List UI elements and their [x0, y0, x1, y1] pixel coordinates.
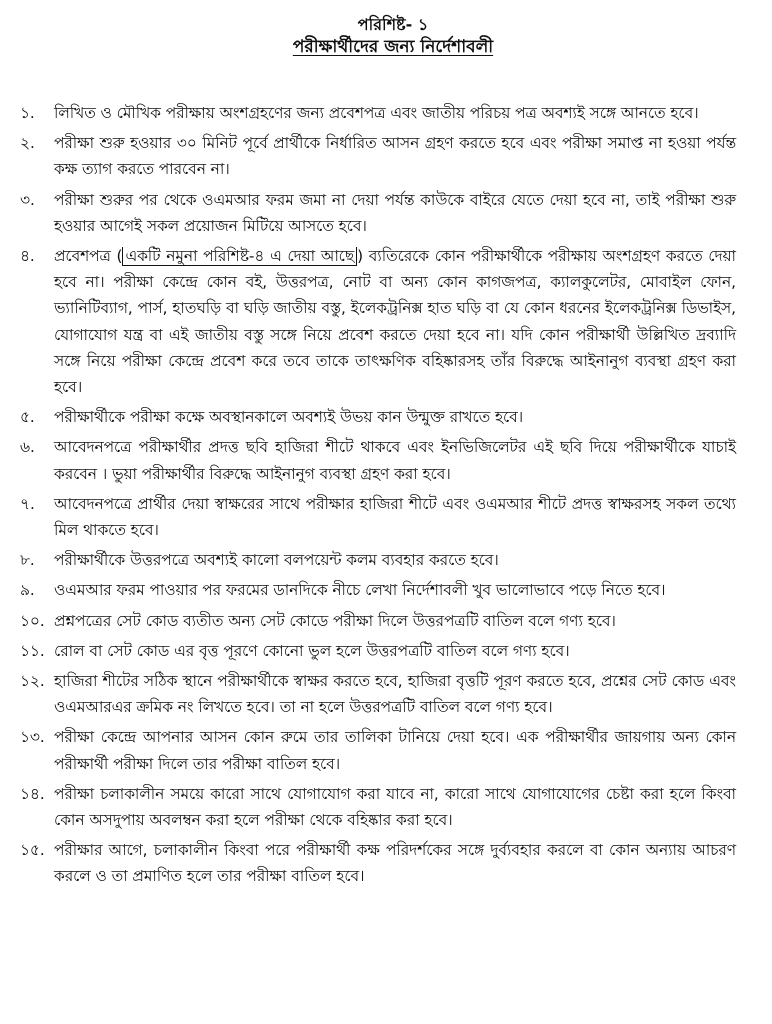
instruction-item — [20, 243, 736, 400]
instruction-list — [20, 100, 736, 890]
item-text: প্রশ্নপত্রের সেট কোড ব্যতীত অন্য সেট কোডে পরীক্ষা দিলে উত্তরপত্রটি বাতিল বলে গণ্য হবে। — [54, 611, 616, 630]
item-text: আবেদনপত্রে প্রার্থীর দেয়া স্বাক্ষরের সাথে পরীক্ষার হাজিরা শীটে এবং ওএমআর শীটে প্রদত্ত স্বাক্ষরসহ সকল তথ্যে মিল থাকতে হবে। — [54, 494, 736, 540]
item-text: পরীক্ষার্থীকে উত্তরপত্রে অবশ্যই কালো বলপয়েন্ট কলম ব্যবহার করতে হবে। — [54, 551, 499, 570]
item-text: পরীক্ষা শুরুর পর থেকে ওএমআর ফরম জমা না দেয়া পর্যন্ত কাউকে বাইরে যেতে দেয়া হবে না, তাই পরীক্ষা শুরু হওয়ার আগেই সকল প্রয়োজন মিটিয়ে আসতে হবে। — [54, 190, 736, 235]
item-number: ১৫. — [20, 841, 45, 860]
item-number: ৩. — [20, 190, 35, 209]
item-text: পরীক্ষা চলাকালীন সময়ে কারো সাথে যোগাযোগ করা যাবে না, কারো সাথে যোগাযোগের চেষ্টা করা হলে কিংবা কোন অসদুপায় অবলম্বন করা হলে পরীক্ষা থেকে বহিষ্কার করা হবে। — [54, 784, 736, 830]
instruction-item — [20, 724, 736, 776]
item-number: ২. — [20, 134, 35, 153]
item-number: ৭. — [20, 494, 35, 513]
instruction-item — [20, 837, 736, 889]
instruction-item — [20, 491, 736, 543]
instruction-item — [20, 577, 736, 603]
document-header — [50, 14, 736, 58]
instruction-item — [20, 668, 736, 720]
instruction-item — [20, 608, 736, 634]
instruction-item — [20, 434, 736, 486]
instruction-item — [20, 100, 736, 126]
item-number: ৪. — [20, 247, 35, 266]
item-text: লিখিত ও মৌখিক পরীক্ষায় অংশগ্রহণের জন্য প্রবেশপত্র এবং জাতীয় পরিচয় পত্র অবশ্যই সঙ্গে আনতে হবে। — [54, 104, 699, 122]
item-number: ১৪. — [20, 784, 45, 803]
item-number: ১০. — [20, 611, 45, 630]
instruction-item — [20, 130, 736, 182]
instruction-item — [20, 781, 736, 833]
appendix-label: পরিশিষ্ট- ১ — [357, 15, 429, 34]
instruction-item — [20, 187, 736, 239]
item-text: পরীক্ষার আগে, চলাকালীন কিংবা পরে পরীক্ষার্থী কক্ষ পরিদর্শকের সঙ্গে দুর্ব্যবহার করলে বা কোন অন্যায় আচরণ করলে ও তা প্রমাণিত হলে তার পরীক্ষা বাতিল হবে। — [54, 841, 736, 886]
instruction-item — [20, 404, 736, 430]
item-text-after: ) ব্যতিরেকে কোন পরীক্ষার্থীকে পরীক্ষায় অংশগ্রহণ করতে দেয়া হবে না। পরীক্ষা কেন্দ্রে কোন বই, উত্তরপত্র, নোট বা অন্য কোন কাগজপত্র, ক্যালকুলেটর, মোবাইল ফোন, ভ্যানিটিব্যাগ, পার্স, হাতঘড়ি বা ঘড়ি জাতীয় বস্তু, ইলেকট্রনিক্স হাত ঘড়ি বা যে কোন ধরনের ইলেকট্রনিক্স ডিভাইস, যোগাযোগ যন্ত্র বা এই জাতীয় বস্তু সঙ্গে নিয়ে প্রবেশ করতে দেয়া হবে না। যদি কোন পরীক্ষার্থী উল্লিখিত দ্রব্যাদি সঙ্গে নিয়ে পরীক্ষা কেন্দ্রে প্রবেশ করে তবে তাকে তাৎক্ষণিক বহিষ্কারসহ তাঁর বিরুদ্ধে আইনানুগ ব্যবস্থা গ্রহণ করা হবে। — [54, 247, 736, 397]
item-number: ১৩. — [20, 728, 45, 747]
boxed-note: একটি নমুনা পরিশিষ্ট-৪ এ দেয়া আছে — [122, 247, 357, 266]
item-text: আবেদনপত্রে পরীক্ষার্থীর প্রদত্ত ছবি হাজিরা শীটে থাকবে এবং ইনভিজিলেটর এই ছবি দিয়ে পরীক্ষার্থীকে যাচাই করবেন । ভুয়া পরীক্ষার্থীর বিরুদ্ধে আইনানুগ ব্যবস্থা গ্রহণ করা হবে। — [54, 438, 736, 483]
item-text: পরীক্ষা শুরু হওয়ার ৩০ মিনিট পূর্বে প্রার্থীকে নির্ধারিত আসন গ্রহণ করতে হবে এবং পরীক্ষা সমাপ্ত না হওয়া পর্যন্ত কক্ষ ত্যাগ করতে পারবেন না। — [54, 134, 736, 179]
item-text: পরীক্ষা কেন্দ্রে আপনার আসন কোন রুমে তার তালিকা টানিয়ে দেয়া হবে। এক পরীক্ষার্থীর জায়গায় অন্য কোন পরীক্ষার্থী পরীক্ষা দিলে তার পরীক্ষা বাতিল হবে। — [54, 728, 736, 773]
item-text — [54, 243, 736, 400]
item-text: হাজিরা শীটের সঠিক স্থানে পরীক্ষার্থীকে স্বাক্ষর করতে হবে, হাজিরা বৃত্তটি পূরণ করতে হবে, প্রশ্নের সেট কোড এবং ওএমআরএর ক্রমিক নং লিখতে হবে। তা না হলে উত্তরপত্রটি বাতিল বলে গণ্য হবে। — [54, 672, 736, 717]
item-number: ১২. — [20, 672, 45, 691]
instruction-item — [20, 547, 736, 573]
item-number: ৯. — [20, 581, 35, 600]
item-number: ৫. — [20, 408, 35, 427]
instruction-item — [20, 638, 736, 664]
item-number: ১১. — [20, 641, 45, 660]
item-text: রোল বা সেট কোড এর বৃত্ত পূরণে কোনো ভুল হলে উত্তরপত্রটি বাতিল বলে গণ্য হবে। — [54, 641, 570, 660]
item-number: ১. — [20, 104, 35, 122]
item-number: ৮. — [20, 551, 35, 570]
item-text: ওএমআর ফরম পাওয়ার পর ফরমের ডানদিকে নীচে লেখা নির্দেশাবলী খুব ভালোভাবে পড়ে নিতে হবে। — [54, 581, 666, 600]
item-text-before: প্রবেশপত্র ( — [54, 247, 123, 266]
item-text: পরীক্ষার্থীকে পরীক্ষা কক্ষে অবস্থানকালে অবশ্যই উভয় কান উন্মুক্ত রাখতে হবে। — [54, 408, 524, 427]
document-title: পরীক্ষার্থীদের জন্য নির্দেশাবলী — [292, 37, 494, 57]
item-number: ৬. — [20, 438, 35, 457]
